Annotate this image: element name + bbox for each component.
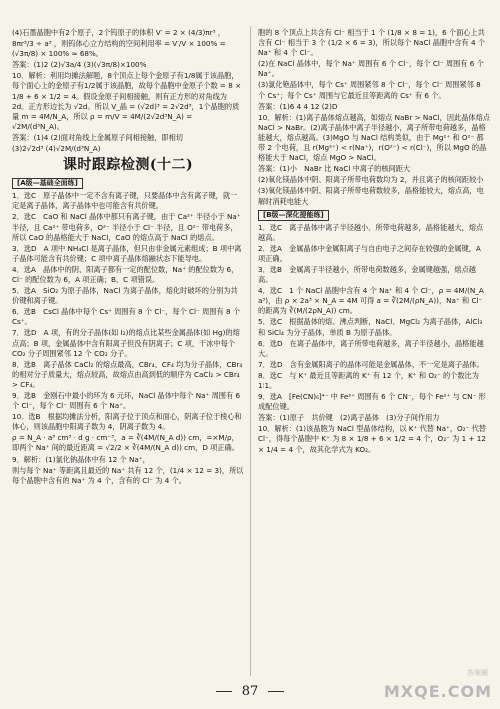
- footer-dash-left: [216, 691, 232, 692]
- answer-paragraph: 3．选D A 项中 NH₄Cl 是离子晶体，但只由非金属元素组成；B 项中离子晶体可能含有共价键；C 项中离子晶体熔融状态下能导电。: [12, 243, 242, 263]
- answer-paragraph: 答案：(1)6 4 4 12 (2)D: [258, 101, 338, 111]
- left-column: [12, 28, 244, 487]
- watermark-logo: MXQE.COM: [383, 682, 492, 701]
- right-column: [258, 28, 490, 456]
- answer-paragraph: 3．选B 金属离子半径越小，所带电荷数越多，金属键越强，熔点越高。: [258, 264, 476, 285]
- answer-paragraph: 6．选B CsCl 晶体中每个 Cs⁺ 周围有 8 个 Cl⁻，每个 Cl⁻ 周围有 8 个 Cs⁺。: [12, 307, 241, 327]
- answer-paragraph: (3)2√2d³ (4)√2M/(d³N_A): [12, 144, 101, 154]
- answer-paragraph: 4．选C 1 个 NaCl 晶胞中含有 4 个 Na⁺ 和 4 个 Cl⁻，ρ = 4M/(N_A a³)，由 ρ × 2a³ × N_A = 4M 可得 a = ∛(2M/(ρN_A))，Na⁺ 和 Cl⁻ 的距离为 ∛(M/(2ρN_A)) cm。: [258, 286, 484, 316]
- answer-paragraph: 5．选A SiO₂ 为原子晶体，NaCl 为离子晶体，熔化时破坏的分别为共价键和离子键。: [12, 286, 238, 306]
- answer-paragraph: 2．选A 金属晶体中金属阳离子与自由电子之间存在较强的金属键，A 项正确。: [258, 243, 481, 263]
- answer-paragraph: (3)氧化镁晶体中阴、阳离子所带电荷数较多，晶格能较大，熔点高，电解时消耗电能大: [258, 186, 484, 206]
- left-body-block: [12, 191, 244, 486]
- answer-paragraph: 答案：(1)小 NaBr 比 NaCl 中离子的核间距大: [258, 164, 411, 174]
- answer-paragraph: (2)在 NaCl 晶体中，每个 Na⁺ 周围有 6 个 Cl⁻，每个 Cl⁻ 周围有 6 个 Na⁺。: [258, 59, 484, 79]
- answer-paragraph: 胞的 8 个顶点上共含有 Cl⁻ 相当于 1 个 (1/8 × 8 = 1)，6 个面心上共含有 Cl⁻ 相当于 3 个 (1/2 × 6 = 3)，所以每个 NaCl 晶胞中含有 4 个 Na⁺ 和 4 个 Cl⁻。: [258, 28, 486, 58]
- answer-paragraph: (2)氧化镁晶体中阴、阳离子所带电荷数均为 2，并且离子的核间距较小: [258, 175, 484, 185]
- right-top-block: [258, 28, 490, 207]
- answer-paragraph: 答案：(1)2 (2)√3a/4 (3)(√3π/8)×100%: [12, 60, 147, 70]
- answer-paragraph: 8πr³/3 ÷ a³ ，则钨体心立方结构的空间利用率 = V′/V × 100% = (√3π/8) × 100% ≈ 68%。: [12, 39, 226, 59]
- answer-paragraph: 10．解析：利用均摊法解题，8个顶点上每个金原子有1/8属于该晶胞，每个面心上的金原子有1/2属于该晶胞，故每个晶胞中金原子个数 = 8 × 1/8 + 6 × 1/2 = 4。假设金原子间相接触，则有正方形的对角线为 2d。正方形边长为 √2d。所以 V_晶 = (√2d)³ = 2√2d³，1个晶胞的质量 m = 4M/N_A，所以 ρ = m/V = 4M/(2√2d³N_A) = √2M/(d³N_A)。: [12, 71, 242, 131]
- answer-paragraph: 9．解析：(1)氯化钠晶体中有 12 个 Na⁺，: [12, 454, 150, 464]
- answer-paragraph: 8．选B 离子晶体 CaCl₂ 的熔点最高，CBr₄、CF₄ 均为分子晶体，CBr₄ 的相对分子质量大，熔点较高，故熔点由高到低的顺序为 CaCl₂ > CBr₄ > CF₄。: [12, 359, 243, 389]
- answer-paragraph: 6．选D 在离子晶体中，离子所带电荷越多，离子半径越小，晶格能越大。: [258, 338, 484, 358]
- answer-paragraph: 1．选C 离子晶体中离子半径越小、所带电荷越多，晶格能越大，熔点越高。: [258, 222, 484, 242]
- footer-dash-right: [268, 691, 284, 692]
- answer-paragraph: 10．解析：(1)离子晶体熔点越高，如熔点 NaBr > NaCl，因此晶体熔点 NaCl > NaBr。(2)离子晶体中离子半径越小，离子所带电荷越多，晶格能越大，熔点越高。(3)MgO 与 NaCl 结构类似，由于 Mg²⁺ 和 O²⁻ 都带 2 个电荷，且 r(Mg²⁺) < r(Na⁺)，r(O²⁻) < r(Cl⁻)，所以 MgO 的晶格能大于 NaCl，熔点 MgO > NaCl。: [258, 112, 490, 163]
- watermark-sub: 答案圈: [467, 669, 488, 677]
- page-number: 87: [241, 684, 259, 699]
- answer-paragraph: 1．选C 原子晶体中一定不含有离子键，只要晶体中含有离子键，就一定是离子晶体，离子晶体中也可能含有共价键。: [12, 191, 238, 211]
- answer-paragraph: (4)石墨晶胞中有2个原子，2个钨原子的体积 V′ = 2 × (4/3)πr³ ，: [12, 28, 225, 37]
- left-top-block: [12, 28, 244, 154]
- answer-paragraph: 9．选B 金刚石中最小的环为 6 元环，NaCl 晶体中每个 Na⁺ 周围有 6 个 Cl⁻，每个 Cl⁻ 周围有 6 个 Na⁺。: [12, 391, 241, 411]
- answer-paragraph: 答案：(1)4 (2)面对角线上金属原子间相接触，即相切: [12, 132, 183, 142]
- level-a-label: [A级—基础全面练]: [12, 178, 83, 189]
- answer-paragraph: 7．选D 含有金属阳离子的晶体可能是金属晶体，不一定是离子晶体。: [258, 359, 484, 369]
- answer-paragraph: 则与每个 Na⁺ 等距离且最近的 Na⁺ 共有 12 个，(1/4 × 12 = 3)，所以每个晶胞中含有的 Na⁺ 为 4 个，含有的 Cl⁻ 为 4 个。: [12, 465, 244, 485]
- answer-paragraph: 4．选A 晶体中的阴、阳离子都有一定的配位数，Na⁺ 的配位数为 6，Cl⁻ 的配位数为 6，A 项正确；B、C 项错误。: [12, 264, 239, 284]
- answer-paragraph: 8．选C 与 K⁺ 最近且等距离的 K⁺ 有 12 个，K⁺ 和 O₂⁻ 的个数比为 1∶1。: [258, 370, 479, 390]
- section-title: 课时跟踪检测(十二): [62, 157, 194, 174]
- right-body-block: [258, 223, 490, 455]
- level-b-label: [B级—深化提能练]: [258, 210, 329, 221]
- answer-paragraph: 2．选C CaO 和 NaCl 晶体中都只有离子键，由于 Ca²⁺ 半径小于 Na⁺ 半径，且 Ca²⁺ 带电荷多，O²⁻ 半径小于 Cl⁻ 半径，且 O²⁻ 带电荷多，所以 CaO 的晶格能大于 NaCl，CaO 的熔点高于 NaCl 的熔点。: [12, 212, 241, 242]
- column-divider: [250, 26, 251, 676]
- answer-paragraph: (3)氯化铯晶体中，每个 Cs⁺ 周围紧邻 8 个 Cl⁻，每个 Cl⁻ 周围紧邻 8 个 Cs⁺；每个 Cs⁺ 周围与它最近且等距离的 Cs⁺ 有 6 个。: [258, 80, 481, 100]
- answer-paragraph: 答案：(1)原子 共价键 (2)离子晶体 (3)分子间作用力: [258, 413, 440, 423]
- answer-paragraph: 10．解析：(1)该晶胞为 NaCl 型晶体结构，以 K⁺ 代替 Na⁺，O₂⁻ 代替 Cl⁻，得每个晶胞中 K⁺ 为 8 × 1/8 + 6 × 1/2 = 4 个，O₂⁻ 为 1 + 12 × 1/4 = 4 个，故其化学式为 KO₂。: [258, 424, 486, 454]
- answer-paragraph: ρ = N_A · a³ cm³ · d g · cm⁻³，a = ∛(4M/(N_A d)) cm，=×M/ρ，即两个 Na⁺ 间的最近距离 = √2/2 × ∛(4M/(N_A d)) cm，D 项正确。: [12, 433, 239, 453]
- answer-paragraph: 9．选A [Fe(CN)₆]⁴⁻ 中 Fe²⁺ 周围有 6 个 CN⁻，每个 Fe²⁺ 与 CN⁻ 形成配位键。: [258, 392, 486, 412]
- answer-paragraph: 10．选B 根据均摊法分析，阳离子位于顶点和面心，阴离子位于棱心和体心，则该晶胞中阳离子数为 4，阴离子数为 4。: [12, 412, 242, 432]
- answer-paragraph: 5．选C 根据晶体的熔、沸点判断，NaCl、MgCl₂ 为离子晶体，AlCl₃ 和 SiCl₄ 为分子晶体，单质 B 为原子晶体。: [258, 317, 483, 337]
- answer-paragraph: 7．选D A 项，有的分子晶体(如 I₂)的熔点比某些金属晶体(如 Hg)的熔点高；B 项，金属晶体中含有阳离子但没有阴离子；C 项，干冰中每个 CO₂ 分子周围紧邻 12 个 CO₂ 分子。: [12, 328, 240, 358]
